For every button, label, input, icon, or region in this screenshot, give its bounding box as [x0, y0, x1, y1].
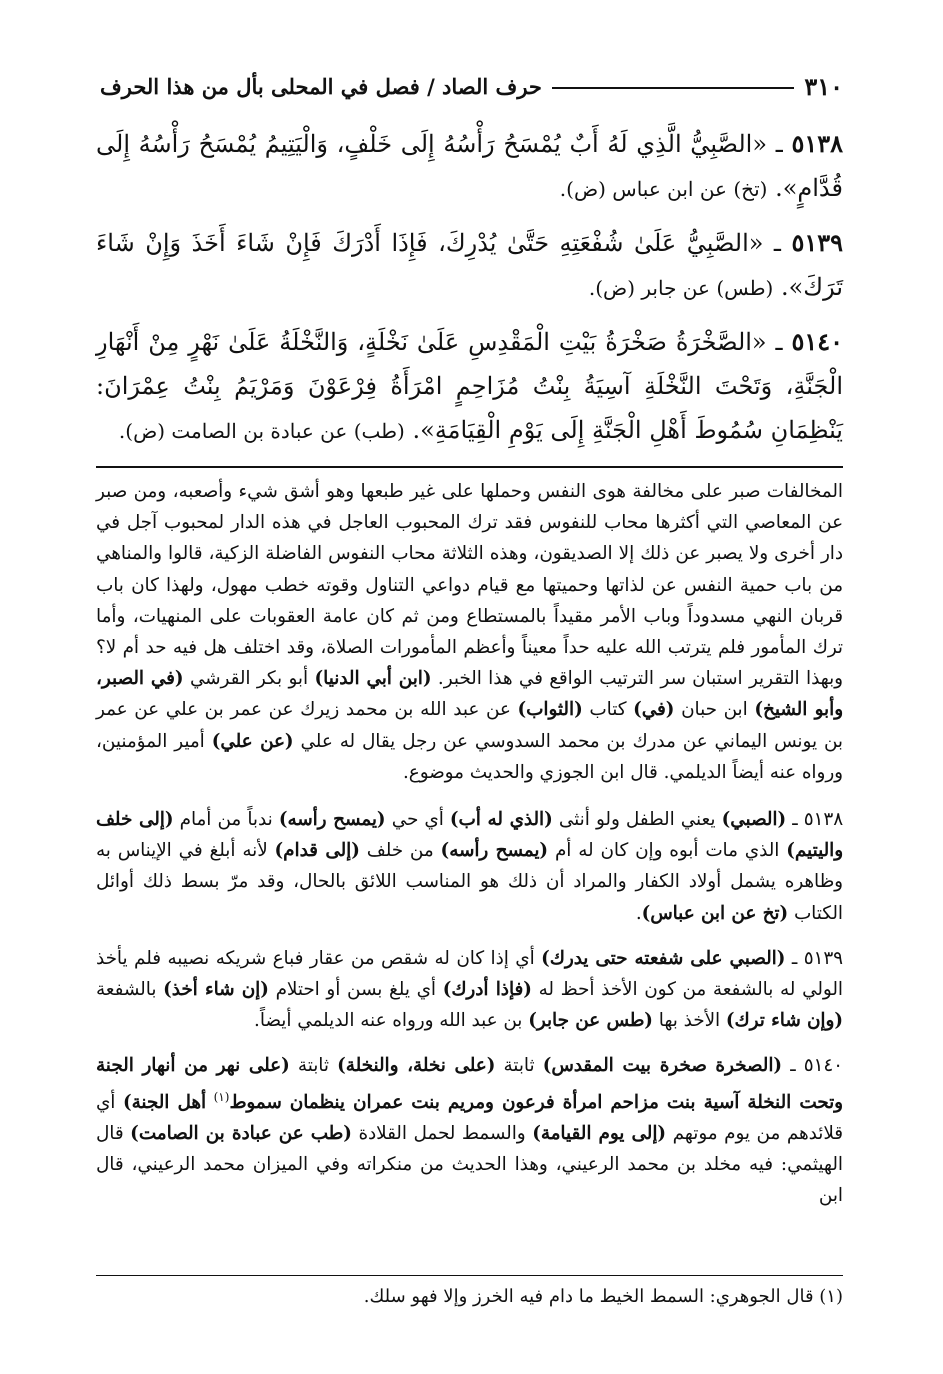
- header-rule: [552, 87, 794, 89]
- commentary-keyword: أهل الجنة): [122, 1091, 207, 1113]
- running-header: [100, 66, 843, 106]
- commentary-keyword: (الصخرة صخرة بيت المقدس): [542, 1055, 783, 1077]
- commentary-section: [96, 476, 843, 1226]
- footnote-marker: (١): [213, 1089, 230, 1104]
- commentary-text: الذي مات أبوه وإن كان له أم: [554, 840, 780, 862]
- hadith-source: (طب) عن عبادة بن الصامت (ض).: [118, 419, 405, 443]
- commentary-text: عن عبد الله بن محمد زيرك عن عمر بن علي عن عمر بن يونس اليماني عن مدرك بن محمد السدوسي عن رجل يقال له علي: [96, 699, 844, 752]
- commentary-text: .: [635, 902, 642, 924]
- commentary-5138: [96, 804, 843, 929]
- commentary-text: كتاب: [589, 699, 627, 721]
- page-number: ٣١٠: [804, 71, 843, 101]
- commentary-keyword: (إلى خلف واليتيم): [96, 809, 844, 862]
- hadith-5138: ٥١٣٨ ـ «الصَّبِيُّ الَّذِي لَهُ أَبٌ يُمْسَحُ رَأْسُهُ إِلَى خَلْفٍ، وَالْيَتِيمُ يُمْسَحُ رَأْسُهُ إِلَى قُدَّامٍ». (تخ) عن ابن عباس (ض).: [96, 129, 844, 202]
- commentary-keyword: (يمسح رأسه): [440, 840, 549, 862]
- commentary-keyword: (الذي له أب): [449, 809, 553, 831]
- commentary-text: ثابتة: [297, 1055, 329, 1077]
- commentary-keyword: (في الصبر، وأبو الشيخ): [96, 668, 844, 721]
- commentary-keyword: (طب عن عبادة بن الصامت): [130, 1122, 352, 1144]
- commentary-text: الأخذ بها: [658, 1010, 721, 1032]
- commentary-number: ٥١٣٨ ـ: [792, 809, 844, 831]
- hadith-matn: «الصَّبِيُّ عَلَىٰ شُفْعَتِهِ حَتَّىٰ يُدْرِكَ، فَإِذَا أَدْرَكَ فَإِنْ شَاءَ أَخَذَ وَإِنْ شَاءَ تَرَكَ».: [96, 229, 843, 301]
- commentary-text: أبو بكر القرشي: [189, 668, 309, 690]
- commentary-keyword: (وإن شاء ترك): [725, 1010, 843, 1032]
- commentary-keyword: (طس عن جابر): [528, 1010, 653, 1032]
- commentary-text: أي حي: [391, 809, 444, 831]
- hadith-text-section: [96, 122, 843, 463]
- commentary-intro: [96, 476, 843, 788]
- commentary-keyword: (إلى قدام): [274, 840, 360, 862]
- commentary-text: يعني الطفل ولو أنثى: [558, 809, 716, 831]
- commentary-keyword: (في): [633, 699, 675, 721]
- commentary-keyword: (يمسح رأسه): [278, 809, 386, 831]
- commentary-keyword: (ابن أبي الدنيا): [314, 668, 432, 690]
- commentary-keyword: (الصبي على شفعته حتى يدرك): [541, 947, 786, 969]
- footnote: (١) قال الجوهري: السمط الخيط ما دام فيه الخرز وإلا فهو سلك.: [363, 1286, 843, 1307]
- commentary-keyword: (عن علي): [211, 730, 294, 752]
- commentary-keyword: (على نهر من أنهار الجنة وتحت النخلة آسية بنت مزاحم امرأة فرعون ومريم بنت عمران ينظمان سموط: [96, 1055, 844, 1113]
- commentary-text: من خلف: [366, 840, 434, 862]
- commentary-keyword: (على نخلة، والنخلة): [337, 1055, 496, 1077]
- commentary-text: لأنه أبلغ في الإيناس به وظاهره يشمل أولاد الكفار والمراد أن ذلك هو المناسب اللائق بالحال، وقد مرّ بسط ذلك أوائل الكتاب: [96, 840, 843, 924]
- commentary-text: ثابتة: [503, 1055, 535, 1077]
- commentary-text: بالشفعة: [96, 979, 157, 1001]
- commentary-text: ندباً من أمام: [179, 809, 273, 831]
- hadith-matn: «الصَّخْرَةُ صَخْرَةُ بَيْتِ الْمَقْدِسِ عَلَىٰ نَخْلَةٍ، وَالنَّخْلَةُ عَلَىٰ نَهْرٍ مِنْ أَنْهَارِ الْجَنَّةِ، وَتَحْتَ النَّخْلَةِ آسِيَةُ بِنْتُ مُزَاحِمٍ امْرَأَةُ فِرْعَوْنَ وَمَرْيَمُ بِنْتُ عِمْرَانَ: يَنْظِمَانِ سُمُوطَ أَهْلِ الْجَنَّةِ إِلَى يَوْمِ الْقِيَامَةِ».: [96, 328, 843, 444]
- hadith-number: ٥١٣٩: [791, 228, 844, 257]
- commentary-5140: [96, 1050, 843, 1211]
- commentary-keyword: (الصبي): [721, 809, 787, 831]
- hadith-number: ٥١٤٠: [791, 327, 843, 356]
- chapter-title: حرف الصاد / فصل في المحلى بأل من هذا الحرف: [100, 73, 542, 99]
- commentary-keyword: (فإذا أدرك): [442, 979, 532, 1001]
- commentary-text: قال الهيثمي: فيه مخلد بن محمد الرعيني، وهذا الحديث من منكراته وفي الميزان محمد الرعيني، قال ابن: [96, 1122, 843, 1207]
- hadith-matn: «الصَّبِيُّ الَّذِي لَهُ أَبٌ يُمْسَحُ رَأْسُهُ إِلَى خَلْفٍ، وَالْيَتِيمُ يُمْسَحُ رَأْسُهُ إِلَى قُدَّامٍ».: [96, 130, 843, 202]
- commentary-keyword: (إن شاء أخذ): [163, 979, 269, 1001]
- commentary-number: ٥١٣٩ ـ: [791, 947, 843, 969]
- commentary-text: ابن حبان: [681, 699, 748, 721]
- commentary-text: أي يلغ بسن أو احتلام: [275, 979, 436, 1001]
- commentary-text: أمير المؤمنين، ورواه عنه أيضاً الديلمي. قال ابن الجوزي والحديث موضوع.: [96, 730, 843, 783]
- commentary-keyword: (إلى يوم القيامة): [532, 1122, 667, 1144]
- hadith-source: (طس) عن جابر (ض).: [588, 276, 774, 300]
- commentary-text: أي قلائدهم من يوم موتهم: [96, 1091, 843, 1144]
- commentary-text: بن عبد الله ورواه عنه الديلمي أيضاً.: [254, 1010, 523, 1032]
- hadith-5140: ٥١٤٠ ـ «الصَّخْرَةُ صَخْرَةُ بَيْتِ الْمَقْدِسِ عَلَىٰ نَخْلَةٍ، وَالنَّخْلَةُ عَلَىٰ نَهْرٍ مِنْ أَنْهَارِ الْجَنَّةِ، وَتَحْتَ النَّخْلَةِ آسِيَةُ بِنْتُ مُزَاحِمٍ امْرَأَةُ فِرْعَوْنَ وَمَرْيَمُ بِنْتُ عِمْرَانَ: يَنْظِمَانِ سُمُوطَ أَهْلِ الْجَنَّةِ إِلَى يَوْمِ الْقِيَامَةِ». (طب) عن عبادة بن الصامت (ض).: [96, 327, 843, 444]
- hadith-number: ٥١٣٨: [791, 129, 844, 158]
- commentary-5139: [96, 943, 843, 1037]
- footnote-divider: [96, 1275, 843, 1276]
- commentary-keyword: (تخ عن ابن عباس): [641, 902, 789, 924]
- hadith-source: (تخ) عن ابن عباس (ض).: [559, 177, 768, 201]
- commentary-text: المخالفات صبر على مخالفة هوى النفس وحملها على غير طبعها وهو أشق شيء وأصعبه، ومن صبر عن المعاصي التي أكثرها محاب للنفوس فقد ترك المحبوب العاجل في هذه الدار لمحبوب آجل في دار أخرى ولا يصبر عن ذلك إلا الصديقون، وهذه الثلاثة محاب النفوس الفاضلة الزكية، قالوا والمناهي من باب حمية النفس عن لذاتها وحميتها مع قيام دواعي التناول وقوته خطب مهول، ولهذا كان باب قربان النهي مسدوداً وباب الأمر مقيداً بالمستطاع ومن ثم كان عامة العقوبات على المنهيات، وأما ترك المأمور فلم يترتب الله عليه حداً معيناً وأعظم المأمورات الصلاة، وقد اختلف هل فيه حد أم لا؟ وبهذا التقرير استبان سر الترتيب الواقع في هذا الخبر.: [96, 481, 844, 690]
- commentary-number: ٥١٤٠ ـ: [790, 1055, 843, 1077]
- commentary-keyword: (الثواب): [517, 699, 583, 721]
- commentary-text: والسمط لحمل القلادة: [358, 1122, 526, 1144]
- hadith-5139: ٥١٣٩ ـ «الصَّبِيُّ عَلَىٰ شُفْعَتِهِ حَتَّىٰ يُدْرِكَ، فَإِذَا أَدْرَكَ فَإِنْ شَاءَ أَخَذَ وَإِنْ شَاءَ تَرَكَ». (طس) عن جابر (ض).: [96, 228, 844, 301]
- commentary-text: أي إذا كان له شقص من عقار فباع شريكه نصيبه فلم يأخذ الولي له بالشفعة من كون الأخذ أحظ له: [96, 947, 843, 1001]
- section-divider: [96, 466, 843, 468]
